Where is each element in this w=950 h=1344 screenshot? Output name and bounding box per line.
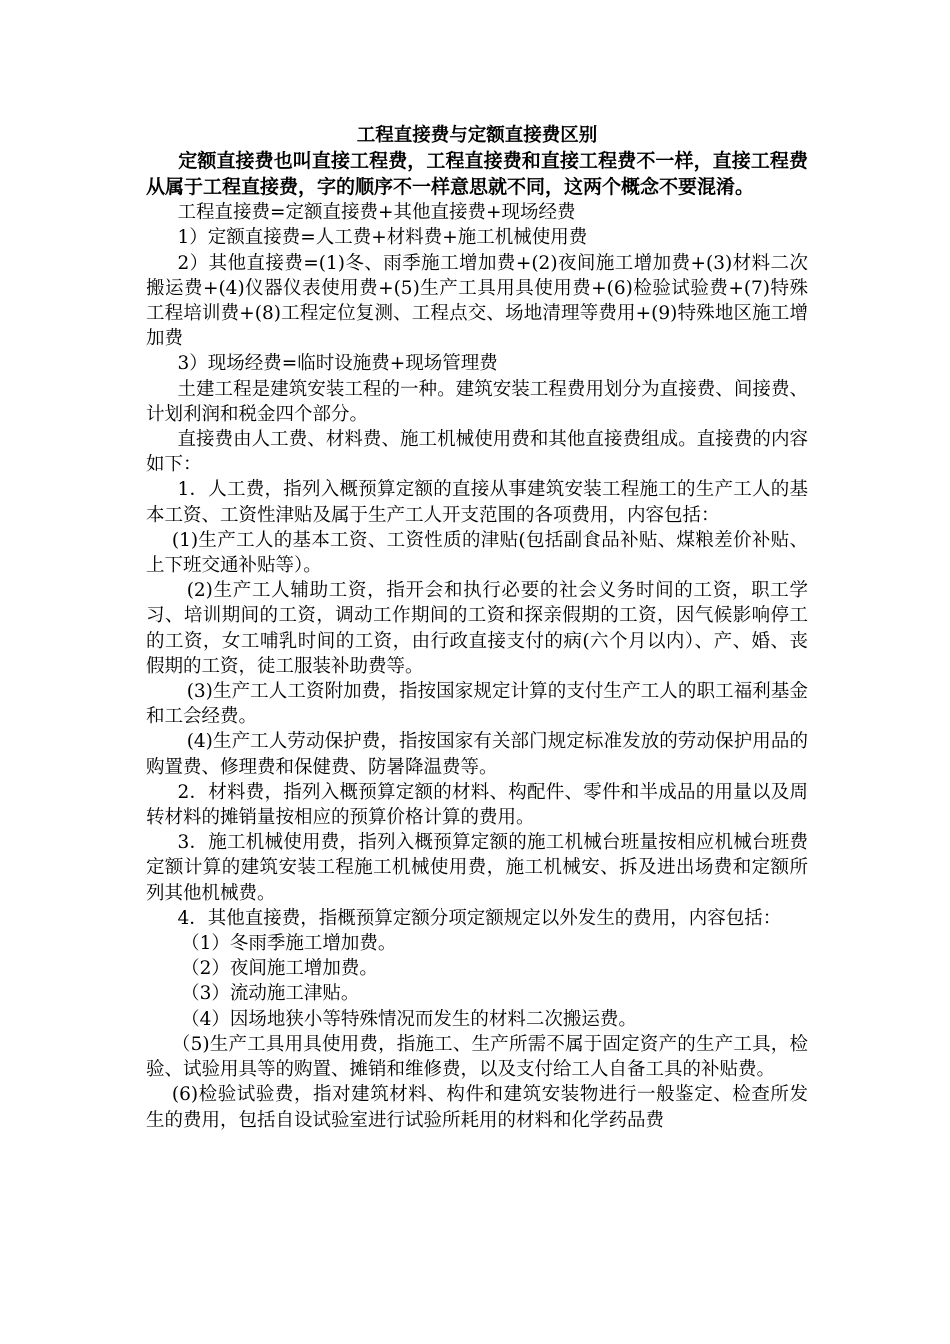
section-machinery-cost: 3．施工机械使用费，指列入概预算定额的施工机械台班量按相应机械台班费定额计算的建筑安装工程施工机械使用费，施工机械安、拆及进出场费和定额所列其他机械费。 [146,832,808,904]
other-item-1: （1）冬雨季施工增加费。 [181,933,397,955]
section-labor-cost: 1．人工费，指列入概预算定额的直接从事建筑安装工程施工的生产工人的基本工资、工资性津贴及属于生产工人开支范围的各项费用，内容包括： [146,479,808,526]
formula-paragraph: 工程直接费=定额直接费+其他直接费+现场经费 [177,202,576,224]
document-body [146,123,808,1133]
labor-item-3: (3)生产工人工资附加费，指按国家规定计算的支付生产工人的职工福利基金和工会经费。 [146,681,808,728]
body-paragraph: 直接费由人工费、材料费、施工机械使用费和其他直接费组成。直接费的内容如下： [146,429,808,476]
body-paragraph: 土建工程是建筑安装工程的一种。建筑安装工程费用划分为直接费、间接费、计划利润和税金四个部分。 [146,378,808,425]
labor-item-1: (1)生产工人的基本工资、工资性质的津贴(包括副食品补贴、煤粮差价补贴、上下班交通补贴等）。 [146,529,808,577]
intro-paragraph: 定额直接费也叫直接工程费，工程直接费和直接工程费不一样，直接工程费从属于工程直接费，字的顺序不一样意思就不同，这两个概念不要混淆。 [146,150,808,198]
section-other-direct-cost: 4．其他直接费，指概预算定额分项定额规定以外发生的费用，内容包括： [177,907,782,929]
document-title: 工程直接费与定额直接费区别 [356,125,598,146]
other-item-3: （3）流动施工津贴。 [181,983,360,1005]
labor-item-4: (4)生产工人劳动保护费，指按国家有关部门规定标准发放的劳动保护用品的购置费、修理费和保健费、防暑降温费等。 [146,731,808,778]
formula-item-2: 2）其他直接费=(1)冬、雨季施工增加费+(2)夜间施工增加费+(3)材料二次搬运费+(4)仪器仪表使用费+(5)生产工具用具使用费+(6)检验试验费+(7)特殊工程培训费+(8)工程定位复测、工程点交、场地清理等费用+(9)特殊地区施工增加费 [146,252,808,350]
other-item-5: （5)生产工具用具使用费，指施工、生产所需不属于固定资产的生产工具，检验、试验用具等的购置、摊销和维修费，以及支付给工人自备工具的补贴费。 [146,1033,808,1081]
other-item-6: (6)检验试验费，指对建筑材料、构件和建筑安装物进行一般鉴定、检查所发生的费用，包括自设试验室进行试验所耗用的材料和化学药品费 [146,1084,808,1131]
formula-item-1: 1）定额直接费=人工费+材料费+施工机械使用费 [177,227,588,249]
other-item-2: （2）夜间施工增加费。 [181,958,378,980]
labor-item-2: (2)生产工人辅助工资，指开会和执行必要的社会义务时间的工资，职工学习、培训期间的工资，调动工作期间的工资和探亲假期的工资，因气候影响停工的工资，女工哺乳时间的工资，由行政直接支付的病(六个月以内）、产、婚、丧假期的工资，徒工服装补助费等。 [146,580,808,677]
formula-item-3: 3）现场经费=临时设施费+现场管理费 [177,353,498,375]
section-material-cost: 2．材料费，指列入概预算定额的材料、构配件、零件和半成品的用量以及周转材料的摊销量按相应的预算价格计算的费用。 [146,781,808,829]
other-item-4: （4）因场地狭小等特殊情况而发生的材料二次搬运费。 [181,1008,637,1030]
